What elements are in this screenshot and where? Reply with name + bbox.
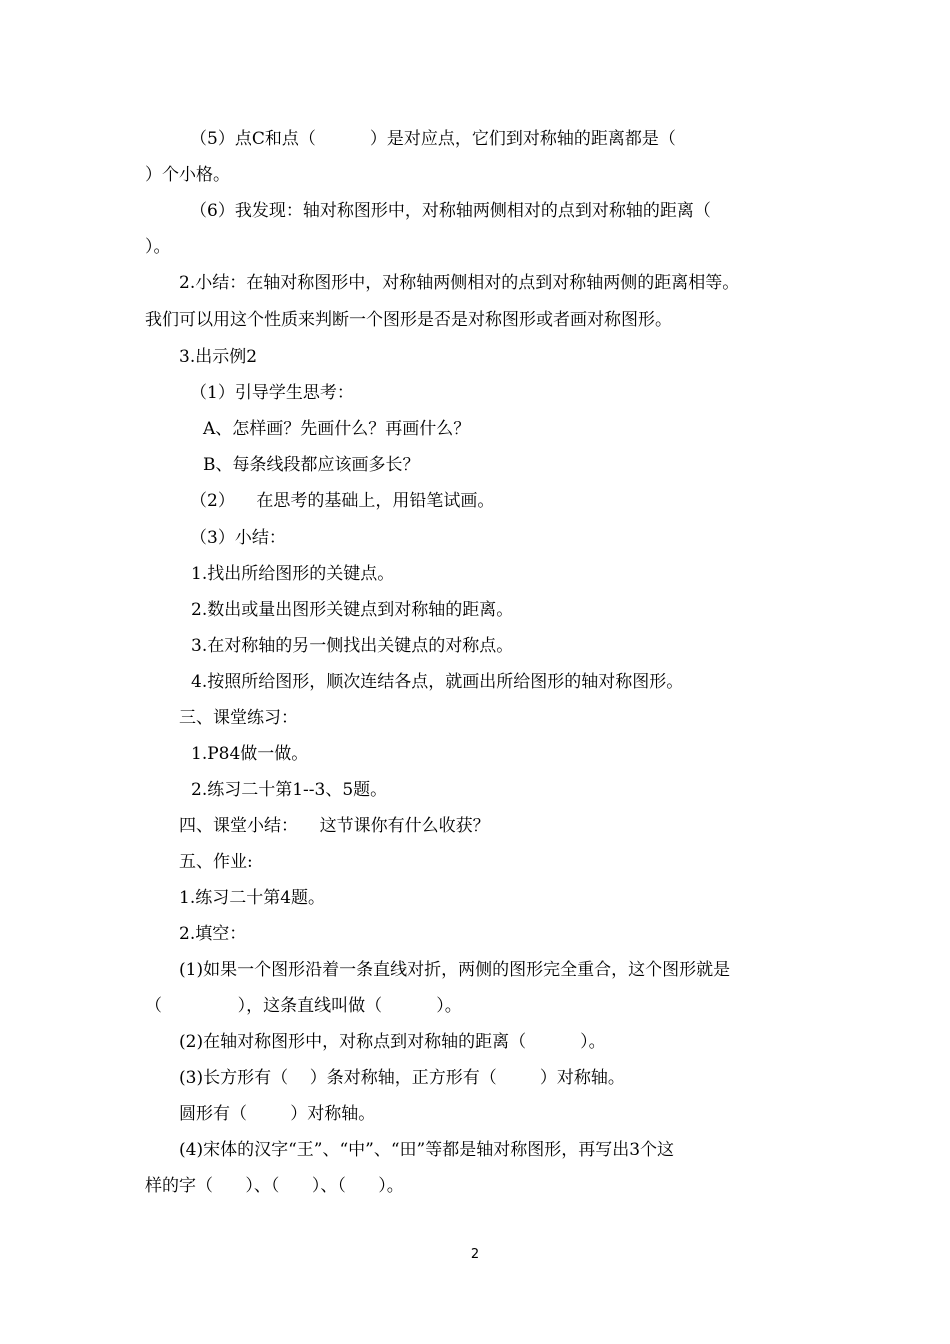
text-line: 1.练习二十第4题。 xyxy=(179,888,326,908)
text-line: （1）引导学生思考： xyxy=(190,383,354,403)
text-line: 4.按照所给图形，顺次连结各点，就画出所给图形的轴对称图形。 xyxy=(191,672,684,692)
text-line: B、每条线段都应该画多长？ xyxy=(203,455,420,475)
text-line: （3）小结： xyxy=(190,528,286,548)
text-line: （5）点C和点（ ）是对应点，它们到对称轴的距离都是（ xyxy=(190,129,676,149)
text-line: (4)宋体的汉字“王”、“中”、“田”等都是轴对称图形，再写出3个这 xyxy=(179,1140,675,1160)
text-line: (1)如果一个图形沿着一条直线对折，两侧的图形完全重合，这个图形就是 xyxy=(179,960,731,980)
page-number: 2 xyxy=(470,1247,480,1262)
text-line: (2)在轴对称图形中，对称点到对称轴的距离（ ）。 xyxy=(179,1032,606,1052)
text-line: 1.P84做一做。 xyxy=(191,744,309,764)
text-line: 三、课堂练习： xyxy=(179,708,298,728)
text-line: （2） 在思考的基础上，用铅笔试画。 xyxy=(190,491,495,511)
text-line: 2.数出或量出图形关键点到对称轴的距离。 xyxy=(191,600,514,620)
text-line: 我们可以用这个性质来判断一个图形是否是对称图形或者画对称图形。 xyxy=(145,310,672,330)
text-line: A、怎样画？先画什么？再画什么？ xyxy=(203,419,471,439)
text-line: 2.练习二十第1--3、5题。 xyxy=(191,780,388,800)
text-line: 3.出示例2 xyxy=(179,347,258,367)
text-line: 1.找出所给图形的关键点。 xyxy=(191,564,395,584)
text-line: ）个小格。 xyxy=(145,165,230,185)
text-line: （6）我发现：轴对称图形中，对称轴两侧相对的点到对称轴的距离（ xyxy=(190,201,711,221)
text-line: (3)长方形有（ ）条对称轴，正方形有（ ）对称轴。 xyxy=(179,1068,625,1088)
text-line: 四、课堂小结： 这节课你有什么收获？ xyxy=(179,816,490,836)
text-line: （ ），这条直线叫做（ ）。 xyxy=(145,996,462,1016)
text-line: 2.填空： xyxy=(179,924,247,944)
text-line: 圆形有（ ）对称轴。 xyxy=(179,1104,376,1124)
text-line: 样的字（ ）、（ ）、（ ）。 xyxy=(145,1176,404,1196)
text-line: 五、作业: xyxy=(179,852,253,872)
text-line: 2.小结：在轴对称图形中，对称轴两侧相对的点到对称轴两侧的距离相等。 xyxy=(179,273,740,293)
text-line: ）。 xyxy=(145,237,171,257)
text-line: 3.在对称轴的另一侧找出关键点的对称点。 xyxy=(191,636,514,656)
